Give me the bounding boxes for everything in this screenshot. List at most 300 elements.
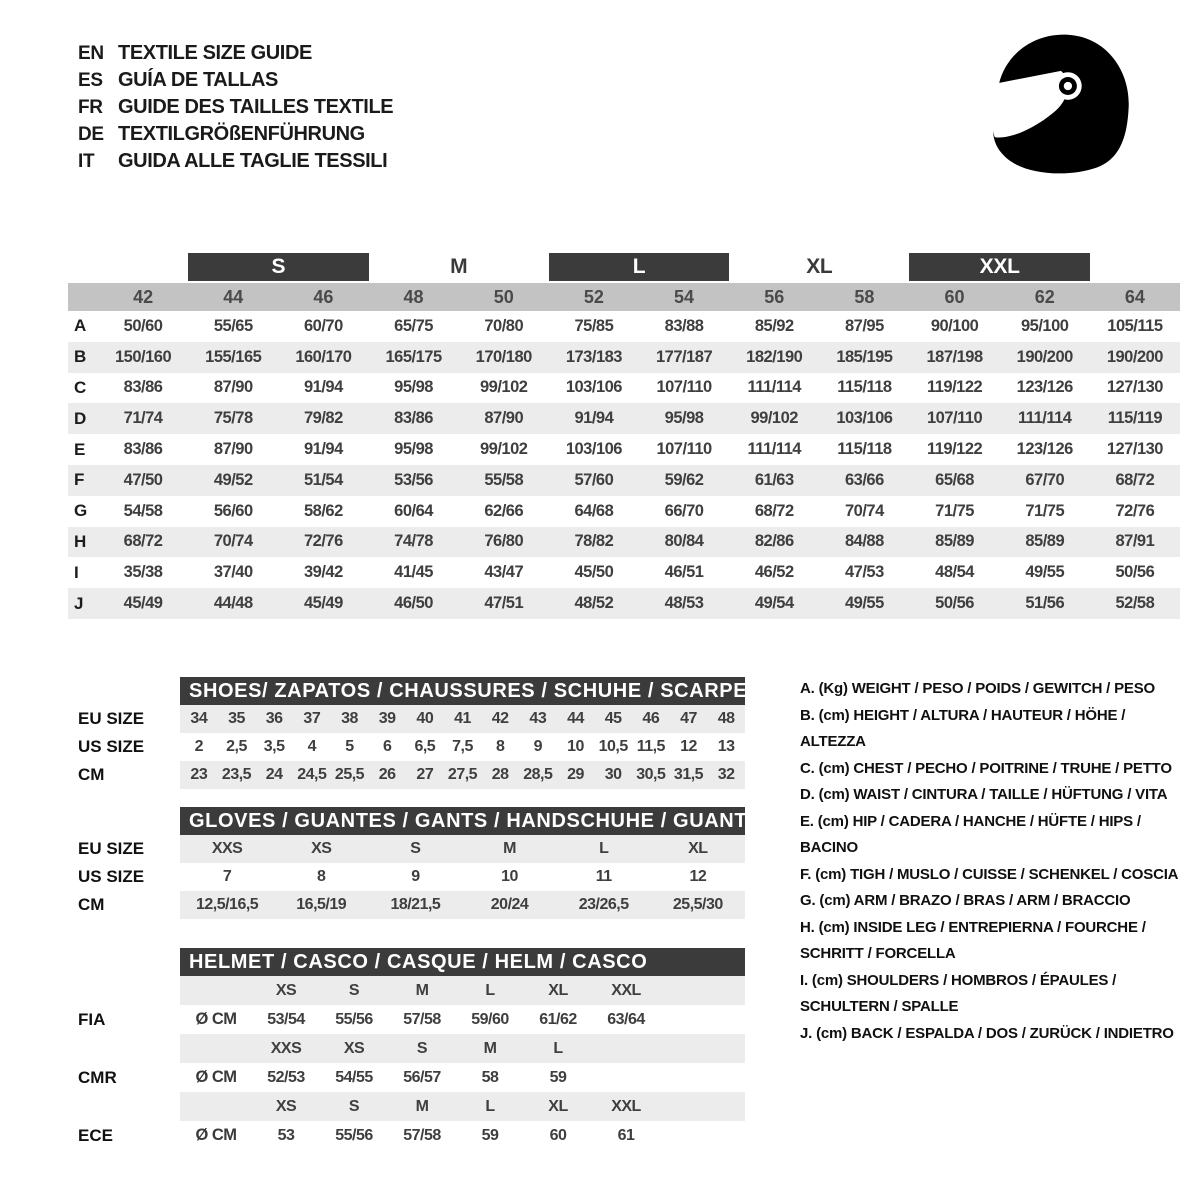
value-cell: 37/40	[213, 563, 253, 582]
value-cell: 60/70	[304, 316, 343, 335]
value-cell: 12,5/16,5	[195, 896, 259, 913]
value-cell: 74/78	[394, 532, 433, 551]
row-label: G	[74, 501, 88, 521]
value-cell: 8	[317, 868, 326, 885]
value-cell: 150/160	[115, 347, 172, 366]
value-cell: 103/106	[565, 378, 622, 397]
size-number-spacer	[68, 283, 98, 311]
value-cell: 60	[549, 1126, 567, 1144]
value-cell: 59	[481, 1126, 499, 1144]
value-cell: 59	[549, 1068, 567, 1086]
value-cell: XS	[311, 840, 332, 857]
row-label: D	[74, 408, 87, 428]
row-label: EU SIZE	[78, 839, 145, 858]
size-number: 60	[944, 286, 965, 307]
value-cell: 49/55	[1025, 563, 1065, 582]
value-cell: 76/80	[484, 532, 524, 551]
value-cell: 68/72	[123, 532, 163, 551]
value-cell: 41	[454, 710, 471, 727]
size-band-l: L	[549, 253, 729, 281]
value-cell: 36	[265, 710, 283, 727]
value-cell: 11,5	[636, 738, 665, 755]
value-cell: 25,5	[334, 766, 365, 783]
value-cell: L	[599, 840, 609, 857]
value-cell: 70/74	[213, 532, 253, 551]
row-values	[180, 733, 745, 761]
value-cell: 46/52	[754, 563, 794, 582]
size-band-m: M	[450, 255, 468, 278]
value-cell: 95/98	[664, 409, 704, 428]
value-cell: 55/56	[335, 1126, 373, 1144]
value-cell: 84/88	[845, 532, 884, 551]
table-row	[68, 705, 745, 733]
size-number: 56	[764, 286, 785, 307]
value-cell: 23	[190, 766, 208, 783]
value-cell: 10,5	[598, 738, 628, 755]
value-cell: 10	[501, 868, 518, 885]
value-cell: 48	[717, 710, 735, 727]
table-row	[68, 835, 745, 863]
value-cell: 49/55	[845, 594, 884, 613]
table-row	[68, 557, 1180, 588]
row-label: B	[74, 347, 87, 367]
value-cell: 105/115	[1107, 316, 1163, 335]
language-code: EN	[78, 42, 104, 64]
value-cell: 57/60	[574, 470, 614, 489]
racing-helmet-icon	[978, 28, 1144, 191]
value-cell: 61/63	[754, 470, 794, 489]
value-cell: 39/42	[304, 563, 343, 582]
value-cell: 155/165	[205, 347, 262, 366]
language-code: ES	[78, 69, 103, 91]
row-label: E	[74, 439, 86, 459]
table-row	[68, 891, 745, 919]
textile-size-table	[68, 253, 1180, 619]
value-cell: 87/95	[845, 316, 884, 335]
value-cell: 103/106	[565, 440, 622, 459]
value-cell: L	[485, 1097, 495, 1115]
language-row	[78, 94, 393, 121]
size-number: 52	[583, 286, 604, 307]
size-number: 48	[403, 286, 424, 307]
table-row	[68, 434, 1180, 465]
value-cell: 111/114	[1018, 409, 1072, 428]
value-cell: 4	[307, 738, 317, 755]
value-cell: 10	[567, 738, 584, 755]
value-cell: 55/58	[484, 470, 524, 489]
value-cell: XS	[275, 1097, 297, 1115]
measurement-legend	[800, 676, 1194, 1047]
table-row	[68, 403, 1180, 434]
row-values	[180, 835, 745, 863]
table-row	[68, 588, 1180, 619]
value-cell: 6	[382, 738, 392, 755]
size-band-xxl: XXL	[909, 253, 1089, 281]
row-label: EU SIZE	[78, 709, 145, 728]
size-number: 42	[133, 286, 154, 307]
table-row	[68, 1092, 745, 1121]
value-cell: 7	[222, 868, 232, 885]
value-cell: 52/53	[267, 1068, 305, 1086]
gloves-title: GLOVES / GUANTES / GANTS / HANDSCHUHE / GUANTI	[180, 807, 745, 835]
helmet-rows	[68, 976, 745, 1150]
row-label	[68, 976, 180, 1005]
value-cell: 57/58	[403, 1126, 441, 1144]
value-cell: 46	[642, 710, 660, 727]
value-cell: 35	[228, 710, 245, 727]
value-cell: 12	[689, 868, 707, 885]
gloves-rows	[68, 835, 745, 919]
language-list	[78, 40, 393, 175]
value-cell: XL	[688, 840, 708, 857]
value-cell: 62/66	[484, 501, 524, 520]
value-cell	[180, 1092, 252, 1121]
table-row	[68, 976, 745, 1005]
value-cell: 52/58	[1115, 594, 1155, 613]
unit-cell: Ø CM	[195, 1126, 237, 1144]
size-band-row	[68, 253, 1180, 281]
value-cell: S	[348, 981, 360, 999]
value-cell: 115/118	[837, 440, 892, 459]
value-cell: 187/198	[926, 347, 983, 366]
value-cell	[592, 1063, 660, 1092]
value-cell: M	[415, 1097, 429, 1115]
size-number: 62	[1034, 286, 1055, 307]
value-cell: 115/118	[837, 378, 892, 397]
value-cell: 29	[567, 766, 584, 783]
value-cell: 2,5	[226, 738, 247, 755]
value-cell	[592, 1034, 660, 1063]
legend-item: D. (cm) WAIST / CINTURA / TAILLE / HÜFTUNG / VITA	[800, 786, 1168, 803]
value-cell: M	[503, 840, 516, 857]
value-cell: 50/56	[1115, 563, 1155, 582]
value-cell: 53/54	[267, 1010, 305, 1028]
language-row	[78, 67, 393, 94]
value-cell: 75/78	[213, 409, 253, 428]
value-cell: 65/68	[935, 470, 974, 489]
value-cell: 37	[303, 710, 321, 727]
value-cell: 18/21,5	[390, 896, 441, 913]
value-cell: S	[348, 1097, 360, 1115]
row-values	[180, 863, 745, 891]
value-cell: 49/54	[754, 594, 794, 613]
value-cell: 68/72	[1115, 470, 1155, 489]
value-cell: XL	[548, 1097, 568, 1115]
row-label: J	[74, 593, 84, 613]
value-cell: XL	[548, 981, 568, 999]
row-label: H	[74, 531, 87, 551]
value-cell: 63/66	[845, 470, 884, 489]
value-cell: 107/110	[926, 409, 983, 428]
value-cell: 71/75	[1025, 501, 1065, 520]
value-cell: 54/55	[335, 1068, 373, 1086]
value-cell: 8	[495, 738, 505, 755]
row-values	[180, 705, 745, 733]
language-code: DE	[78, 123, 104, 145]
value-cell: 51/56	[1025, 594, 1065, 613]
table-row	[68, 863, 745, 891]
value-cell: 58	[481, 1068, 499, 1086]
value-cell: 59/62	[664, 470, 704, 489]
value-cell: 6,5	[414, 738, 436, 755]
table-row	[68, 1121, 745, 1150]
legend-item: F. (cm) TIGH / MUSLO / CUISSE / SCHENKEL / COSCIA	[800, 865, 1179, 883]
value-cell: 46/50	[394, 594, 433, 613]
value-cell: 61/62	[539, 1010, 577, 1028]
value-cell: 65/75	[394, 316, 433, 335]
value-cell: 41/45	[394, 563, 433, 582]
value-cell: 25,5/30	[672, 896, 723, 913]
row-label	[68, 1092, 180, 1121]
value-cell: 56/57	[403, 1068, 441, 1086]
legend-item: J. (cm) BACK / ESPALDA / DOS / ZURÜCK / INDIETRO	[800, 1024, 1174, 1042]
value-cell: 90/100	[930, 316, 979, 335]
value-cell: 79/82	[304, 409, 343, 428]
value-cell: 40	[416, 710, 434, 727]
size-number: 54	[674, 286, 695, 307]
table-row	[68, 1063, 745, 1092]
value-cell: 54/58	[123, 501, 163, 520]
value-cell: 87/90	[213, 440, 253, 459]
value-cell: 46/51	[664, 563, 704, 582]
row-label: US SIZE	[78, 737, 145, 756]
table-row	[68, 496, 1180, 527]
size-number-row	[68, 283, 1180, 311]
language-title: TEXTILE SIZE GUIDE	[118, 42, 312, 64]
value-cell: 95/100	[1021, 316, 1069, 335]
value-cell	[180, 1034, 252, 1063]
row-values	[180, 891, 745, 919]
value-cell: XS	[343, 1039, 365, 1057]
value-cell: 3,5	[263, 738, 285, 755]
table-row	[68, 342, 1180, 373]
value-cell: L	[485, 981, 495, 999]
table-row	[68, 527, 1180, 558]
language-title: GUIDE DES TAILLES TEXTILE	[118, 96, 394, 118]
shoes-rows	[68, 705, 745, 789]
value-cell: 87/91	[1115, 532, 1155, 551]
language-code: IT	[78, 150, 95, 172]
language-title: TEXTILGRÖßENFÜHRUNG	[118, 123, 365, 145]
value-cell: S	[416, 1039, 428, 1057]
row-values	[180, 976, 745, 1005]
language-row	[78, 40, 393, 67]
value-cell: 28	[491, 766, 509, 783]
value-cell: 72/76	[304, 532, 343, 551]
size-band-xl: XL	[806, 255, 833, 278]
value-cell: 55/56	[335, 1010, 373, 1028]
value-cell: 91/94	[574, 409, 614, 428]
value-cell: 47/51	[484, 594, 524, 613]
value-cell: 43/47	[484, 563, 524, 582]
value-cell: 170/180	[475, 347, 532, 366]
value-cell: 83/86	[394, 409, 433, 428]
value-cell: 95/98	[394, 440, 433, 459]
value-cell: 53	[277, 1126, 295, 1144]
unit-cell: Ø CM	[195, 1068, 237, 1086]
value-cell: 80/84	[664, 532, 704, 551]
value-cell: 127/130	[1106, 378, 1163, 397]
shoes-table	[68, 677, 748, 789]
value-cell: 47/53	[845, 563, 884, 582]
size-table-rows	[68, 311, 1180, 619]
value-cell: XS	[275, 981, 297, 999]
value-cell: XXL	[611, 981, 641, 999]
size-number: 44	[223, 286, 244, 307]
row-values	[180, 1092, 745, 1121]
helmet-table	[68, 948, 745, 1150]
table-row	[68, 733, 745, 761]
value-cell: 31,5	[673, 766, 704, 783]
value-cell: 71/75	[935, 501, 974, 520]
value-cell: 95/98	[394, 378, 433, 397]
language-title: GUÍA DE TALLAS	[118, 69, 278, 91]
value-cell: XXS	[211, 840, 243, 857]
language-code: FR	[78, 96, 103, 118]
legend-item: E. (cm) HIP / CADERA / HANCHE / HÜFTE / HIPS / BACINO	[800, 812, 1141, 856]
value-cell: 119/122	[926, 378, 983, 397]
value-cell: 45/49	[123, 594, 163, 613]
value-cell: 63/64	[607, 1010, 645, 1028]
value-cell: 24,5	[297, 766, 327, 783]
legend-item: B. (cm) HEIGHT / ALTURA / HAUTEUR / HÖHE / ALTEZZA	[800, 706, 1126, 750]
value-cell: 9	[533, 738, 543, 755]
value-cell: 27	[416, 766, 434, 783]
row-label: FIA	[78, 1009, 106, 1029]
value-cell: 38	[341, 710, 358, 727]
value-cell: 30,5	[636, 766, 666, 783]
value-cell: 173/183	[565, 347, 622, 366]
language-title: GUIDA ALLE TAGLIE TESSILI	[118, 150, 388, 172]
row-label: ECE	[78, 1125, 113, 1145]
value-cell: 83/88	[664, 316, 704, 335]
value-cell: 50/60	[123, 316, 163, 335]
value-cell: 9	[411, 868, 420, 885]
value-cell: 103/106	[836, 409, 893, 428]
value-cell: 99/102	[750, 409, 798, 428]
value-cell: 24	[265, 766, 283, 783]
value-cell: 28,5	[523, 766, 553, 783]
legend-item: I. (cm) SHOULDERS / HOMBROS / ÉPAULES / SCHULTERN / SPALLE	[800, 971, 1117, 1015]
value-cell: 47	[680, 710, 697, 727]
value-cell: 2	[194, 738, 204, 755]
value-cell: 12	[680, 738, 697, 755]
table-row	[68, 465, 1180, 496]
row-label: CMR	[78, 1067, 117, 1087]
value-cell: 160/170	[295, 347, 352, 366]
value-cell: 61	[617, 1126, 635, 1144]
value-cell: 50/56	[935, 594, 974, 613]
language-row	[78, 148, 393, 175]
value-cell: 123/126	[1016, 440, 1073, 459]
value-cell: 34	[190, 710, 208, 727]
value-cell: 39	[378, 710, 396, 727]
value-cell: 185/195	[836, 347, 893, 366]
value-cell: 99/102	[480, 378, 528, 397]
value-cell: 60/64	[394, 501, 433, 520]
row-label: CM	[78, 895, 105, 914]
value-cell: 45	[604, 710, 622, 727]
value-cell: 75/85	[574, 316, 614, 335]
value-cell: 48/53	[664, 594, 704, 613]
legend-item: G. (cm) ARM / BRAZO / BRAS / ARM / BRACCIO	[800, 892, 1131, 909]
value-cell: 85/92	[754, 316, 794, 335]
value-cell: XXL	[611, 1097, 641, 1115]
size-number: 64	[1124, 286, 1145, 307]
value-cell: 119/122	[926, 440, 983, 459]
value-cell: 26	[378, 766, 396, 783]
unit-cell: Ø CM	[195, 1010, 237, 1028]
value-cell: 32	[717, 766, 735, 783]
value-cell: 16,5/19	[296, 896, 347, 913]
value-cell: 7,5	[452, 738, 473, 755]
value-cell: 20/24	[490, 896, 529, 913]
value-cell: 111/114	[747, 440, 801, 459]
value-cell: 91/94	[304, 440, 343, 459]
value-cell: 59/60	[471, 1010, 509, 1028]
row-values	[180, 1005, 745, 1034]
value-cell: 44	[567, 710, 584, 727]
value-cell: 23,5	[221, 766, 252, 783]
value-cell: 85/89	[1025, 532, 1065, 551]
shoes-title: SHOES/ ZAPATOS / CHAUSSURES / SCHUHE / SCARPE	[180, 677, 745, 705]
value-cell: 58/62	[304, 501, 343, 520]
row-label: US SIZE	[78, 867, 145, 886]
value-cell: 85/89	[935, 532, 974, 551]
value-cell: 56/60	[213, 501, 253, 520]
value-cell: 107/110	[656, 440, 712, 459]
gloves-table	[68, 807, 754, 919]
value-cell: 190/200	[1016, 347, 1073, 366]
value-cell: 127/130	[1106, 440, 1163, 459]
value-cell	[180, 976, 252, 1005]
value-cell: 165/175	[385, 347, 442, 366]
row-values	[180, 1121, 745, 1150]
value-cell: 23/26,5	[578, 896, 629, 913]
value-cell: 45/49	[304, 594, 343, 613]
size-number: 58	[854, 286, 875, 307]
value-cell: 27,5	[447, 766, 478, 783]
value-cell: 30	[604, 766, 622, 783]
value-cell: 68/72	[754, 501, 794, 520]
value-cell: 43	[529, 710, 547, 727]
row-label	[68, 1034, 180, 1063]
value-cell: 70/74	[845, 501, 884, 520]
helmet-title: HELMET / CASCO / CASQUE / HELM / CASCO	[180, 948, 745, 976]
value-cell: 47/50	[123, 470, 163, 489]
value-cell: 111/114	[747, 378, 801, 397]
value-cell: 83/86	[123, 378, 163, 397]
row-label: C	[74, 377, 87, 397]
value-cell: 48/52	[574, 594, 614, 613]
size-band-s: S	[188, 253, 368, 281]
value-cell: 66/70	[664, 501, 704, 520]
value-cell: 71/74	[123, 409, 163, 428]
size-number: 50	[493, 286, 514, 307]
value-cell: 99/102	[480, 440, 528, 459]
row-label: F	[74, 470, 85, 490]
value-cell: 182/190	[746, 347, 803, 366]
value-cell: 177/187	[655, 347, 713, 366]
row-label: A	[74, 316, 87, 336]
value-cell: M	[415, 981, 429, 999]
value-cell: M	[483, 1039, 497, 1057]
value-cell: 13	[717, 738, 735, 755]
value-cell: 190/200	[1106, 347, 1163, 366]
language-row	[78, 121, 393, 148]
value-cell: 53/56	[394, 470, 433, 489]
value-cell: 107/110	[656, 378, 712, 397]
